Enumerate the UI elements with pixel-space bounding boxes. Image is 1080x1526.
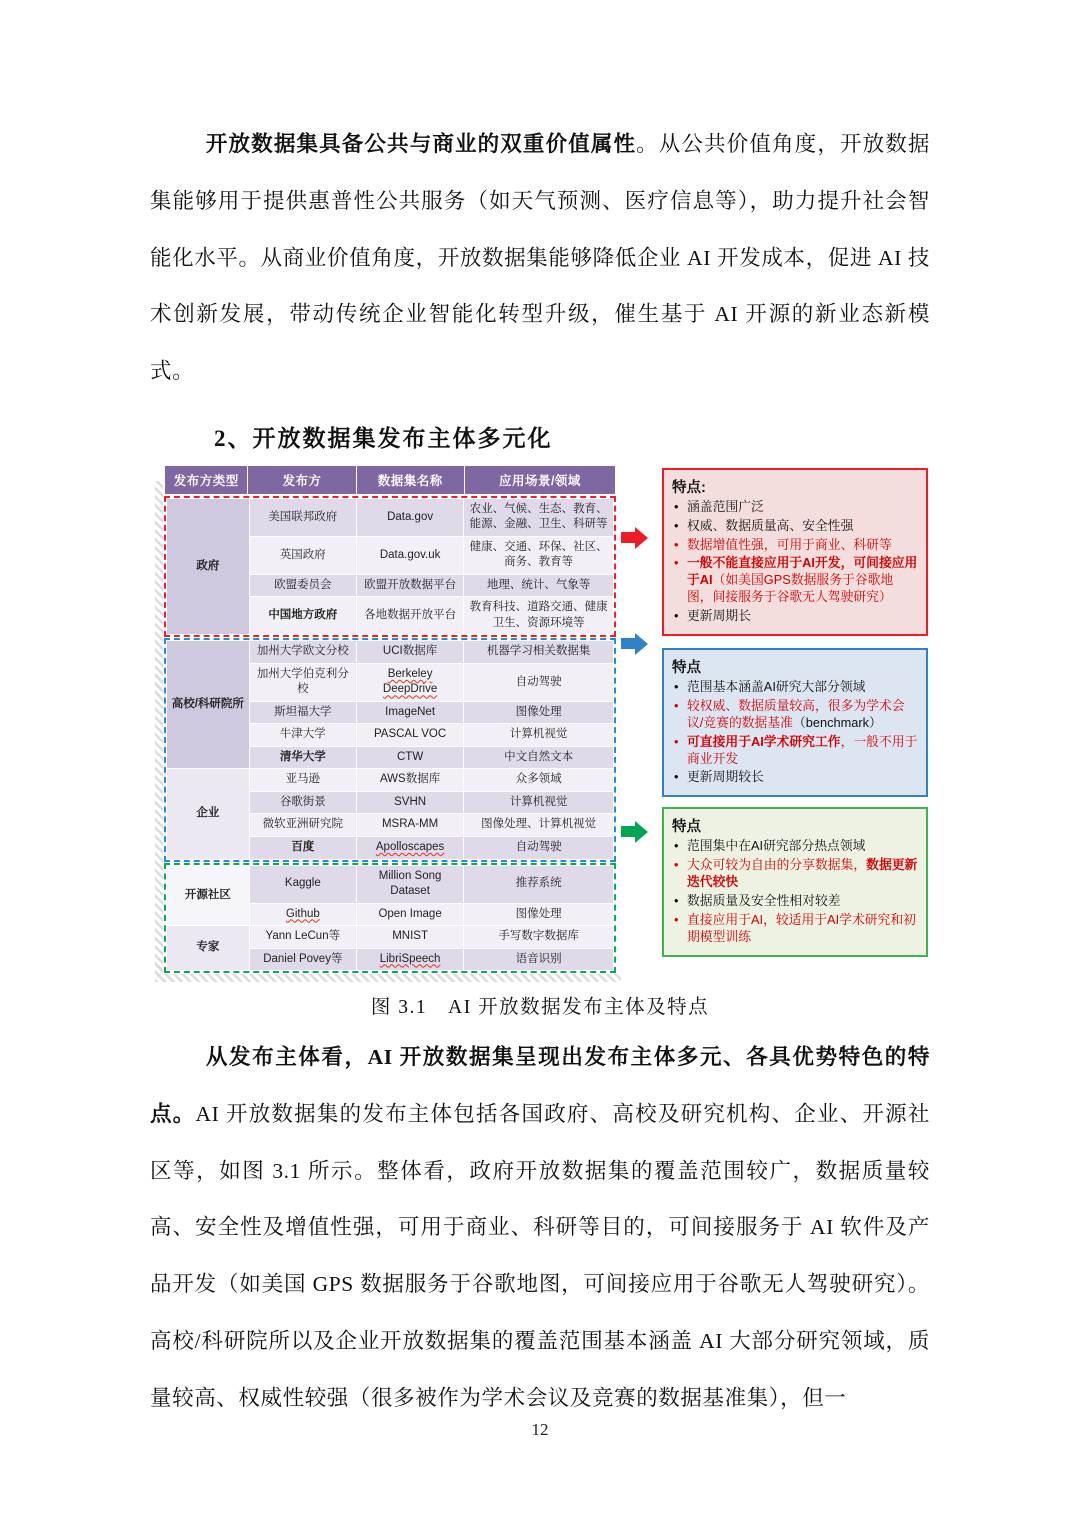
header-application-domain: 应用场景/领域: [464, 465, 615, 494]
publisher-cell: 加州大学欧文分校: [249, 641, 356, 664]
dataset-cell: LibriSpeech: [356, 948, 463, 971]
dataset-cell: PASCAL VOC: [356, 724, 463, 747]
category-cell: 政府: [167, 498, 250, 635]
feature-item: 更新周期长: [687, 608, 751, 624]
figure-3-1: [164, 465, 928, 973]
domain-cell: 中文自然文本: [464, 746, 614, 769]
dataset-cell: Apolloscapes: [356, 837, 463, 860]
arrow-right-blue-icon: [621, 633, 648, 655]
domain-cell: 计算机视觉: [464, 791, 614, 814]
table-row: [167, 641, 614, 664]
paragraph-body-text: 。从公共价值角度，开放数据集能够用于提供惠普性公共服务（如天气预测、医疗信息等），助力提升社会智能化水平。从商业价值角度，开放数据集能够降低企业 AI 开发成本，促进 AI 技术创新发展，带动传统企业智能化转型升级，催生基于 AI 开源的新业态新模式。: [150, 132, 930, 383]
feature-item: 更新周期较长: [687, 769, 764, 785]
dataset-cell: 各地数据开放平台: [356, 597, 463, 635]
domain-cell: 语音识别: [464, 948, 614, 971]
feature-item: 大众可较为自由的分享数据集，: [687, 857, 867, 873]
publishers-table: [164, 465, 616, 973]
feature-item: 范围基本涵盖AI研究大部分领域: [687, 678, 866, 694]
dataset-cell: ImageNet: [356, 701, 463, 724]
domain-cell: 自动驾驶: [464, 663, 614, 701]
publisher-cell: 微软亚洲研究院: [249, 814, 356, 837]
feature-item: 直接应用于AI，较适用于AI学术研究和初期模型训练: [687, 911, 916, 944]
table-row: [167, 926, 614, 949]
feature-box-title: 特点:: [672, 479, 706, 496]
paragraph-lead-bold: 开放数据集具备公共与商业的双重价值属性: [205, 132, 637, 156]
publisher-cell: Kaggle: [249, 865, 356, 903]
header-publisher-type: 发布方类型: [165, 465, 248, 494]
domain-cell: 推荐系统: [464, 865, 614, 903]
domain-cell: 健康、交通、环保、社区、商务、教育等: [464, 536, 614, 574]
feature-item: 较权威、数据质量较高，很多为学术会议/竞赛的数据基准: [687, 697, 905, 730]
feature-box-title: 特点: [672, 659, 701, 676]
arrow-right-green-icon: [621, 821, 648, 843]
dataset-cell: Data.gov: [356, 498, 463, 536]
domain-cell: 手写数字数据库: [464, 926, 614, 949]
table-row: [167, 498, 614, 536]
publisher-cell: Daniel Povey等: [249, 948, 356, 971]
table-row: [167, 769, 614, 792]
publisher-cell: 中国地方政府: [249, 597, 356, 635]
community-expert-group-outline: [164, 863, 616, 974]
table-header-row: [164, 465, 616, 495]
feature-item: 数据更新迭代较快: [687, 857, 918, 890]
category-cell: 企业: [167, 769, 250, 859]
feature-item: ，一般不用于商业开发: [687, 733, 918, 766]
feature-item: 权威、数据质量高、安全性强: [687, 517, 854, 533]
feature-box-academia: [662, 648, 928, 797]
domain-cell: 图像处理: [464, 903, 614, 926]
domain-cell: 自动驾驶: [464, 837, 614, 860]
dataset-cell: 欧盟开放数据平台: [356, 574, 463, 597]
feature-boxes: [662, 465, 928, 957]
paragraph-publishers: [150, 1029, 930, 1426]
domain-cell: 机器学习相关数据集: [464, 641, 614, 664]
publisher-cell: 斯坦福大学: [249, 701, 356, 724]
government-group-outline: [164, 496, 616, 638]
feature-box-government: [662, 468, 928, 636]
paragraph-lead-bold: 从发布主体看，AI 开放数据集呈现出发布主体多元、各具优势特色的特点。: [150, 1045, 930, 1126]
header-publisher: 发布方: [248, 465, 356, 494]
publisher-cell: 英国政府: [249, 536, 356, 574]
dataset-cell: Data.gov.uk: [356, 536, 463, 574]
table-header: [165, 465, 616, 494]
section-heading: 2、开放数据集发布主体多元化: [214, 425, 553, 451]
dataset-cell: MSRA-MM: [356, 814, 463, 837]
dataset-cell: SVHN: [356, 791, 463, 814]
category-cell: 专家: [167, 926, 250, 971]
feature-box-community: [662, 807, 928, 956]
dataset-cell: AWS数据库: [356, 769, 463, 792]
paragraph-body-text: AI 开放数据集的发布主体包括各国政府、高校及研究机构、企业、开源社区等，如图 3.1 所示。整体看，政府开放数据集的覆盖范围较广，数据质量较高、安全性及增值性强，可用于商业、科研等目的，可间接服务于 AI 软件及产品开发（如美国 GPS 数据服务于谷歌地图，可间接应用于谷歌无人驾驶研究）。高校/科研院所以及企业开放数据集的覆盖范围基本涵盖 AI 大部分研究领域，质量较高、权威性较强（很多被作为学术会议及竞赛的数据基准集），但一: [150, 1101, 930, 1410]
figure-caption: 图 3.1 AI 开放数据发布主体及特点: [370, 997, 710, 1019]
feature-box-title: 特点: [672, 819, 701, 836]
domain-cell: 教育科技、道路交通、健康卫生、资源环境等: [464, 597, 614, 635]
feature-item: 数据增值性强，可用于商业、科研等: [687, 536, 892, 552]
dataset-cell: UCI数据库: [356, 641, 463, 664]
page-number: 12: [531, 1420, 549, 1439]
dataset-cell: Berkeley DeepDrive: [356, 663, 463, 701]
publisher-cell: 加州大学伯克利分校: [249, 663, 356, 701]
feature-item: 范围集中在AI研究部分热点领域: [687, 838, 866, 854]
domain-cell: 众多领域: [464, 769, 614, 792]
domain-cell: 图像处理、计算机视觉: [464, 814, 614, 837]
feature-item: 数据质量及安全性相对较差: [687, 893, 841, 908]
academia-enterprise-group-outline: [164, 638, 616, 861]
domain-cell: 农业、气候、生态、教育、能源、金融、卫生、科研等: [464, 498, 614, 536]
dataset-cell: MNIST: [356, 926, 463, 949]
publisher-cell: 美国联邦政府: [249, 498, 356, 536]
feature-item: 可直接用于AI学术研究工作: [687, 733, 841, 749]
publisher-cell: 清华大学: [249, 746, 356, 769]
category-cell: 开源社区: [167, 865, 250, 926]
publisher-cell: 谷歌街景: [249, 791, 356, 814]
feature-item: 涵盖范围广泛: [687, 498, 764, 514]
domain-cell: 地理、统计、气象等: [464, 574, 614, 597]
publisher-cell: 牛津大学: [249, 724, 356, 747]
category-cell: 高校/科研院所: [167, 641, 250, 769]
publisher-cell: Yann LeCun等: [249, 926, 356, 949]
dataset-cell: Million Song Dataset: [356, 865, 463, 903]
table-row: [167, 865, 614, 903]
feature-item: 一般不能直接应用于AI开发，可间接应用于AI: [687, 555, 918, 588]
publisher-cell: 百度: [249, 837, 356, 860]
domain-cell: 计算机视觉: [464, 724, 614, 747]
publisher-cell: Github: [249, 903, 356, 926]
arrow-right-red-icon: [621, 527, 648, 549]
paragraph-value-attributes: [150, 116, 930, 400]
domain-cell: 图像处理: [464, 701, 614, 724]
feature-item: （如美国GPS数据服务于谷歌地图，间接服务于谷歌无人驾驶研究）: [687, 572, 894, 605]
header-dataset-name: 数据集名称: [356, 465, 464, 494]
feature-item: （benchmark）: [792, 714, 882, 730]
publisher-cell: 欧盟委员会: [249, 574, 356, 597]
dataset-cell: Open Image: [356, 903, 463, 926]
dataset-cell: CTW: [356, 746, 463, 769]
publisher-cell: 亚马逊: [249, 769, 356, 792]
